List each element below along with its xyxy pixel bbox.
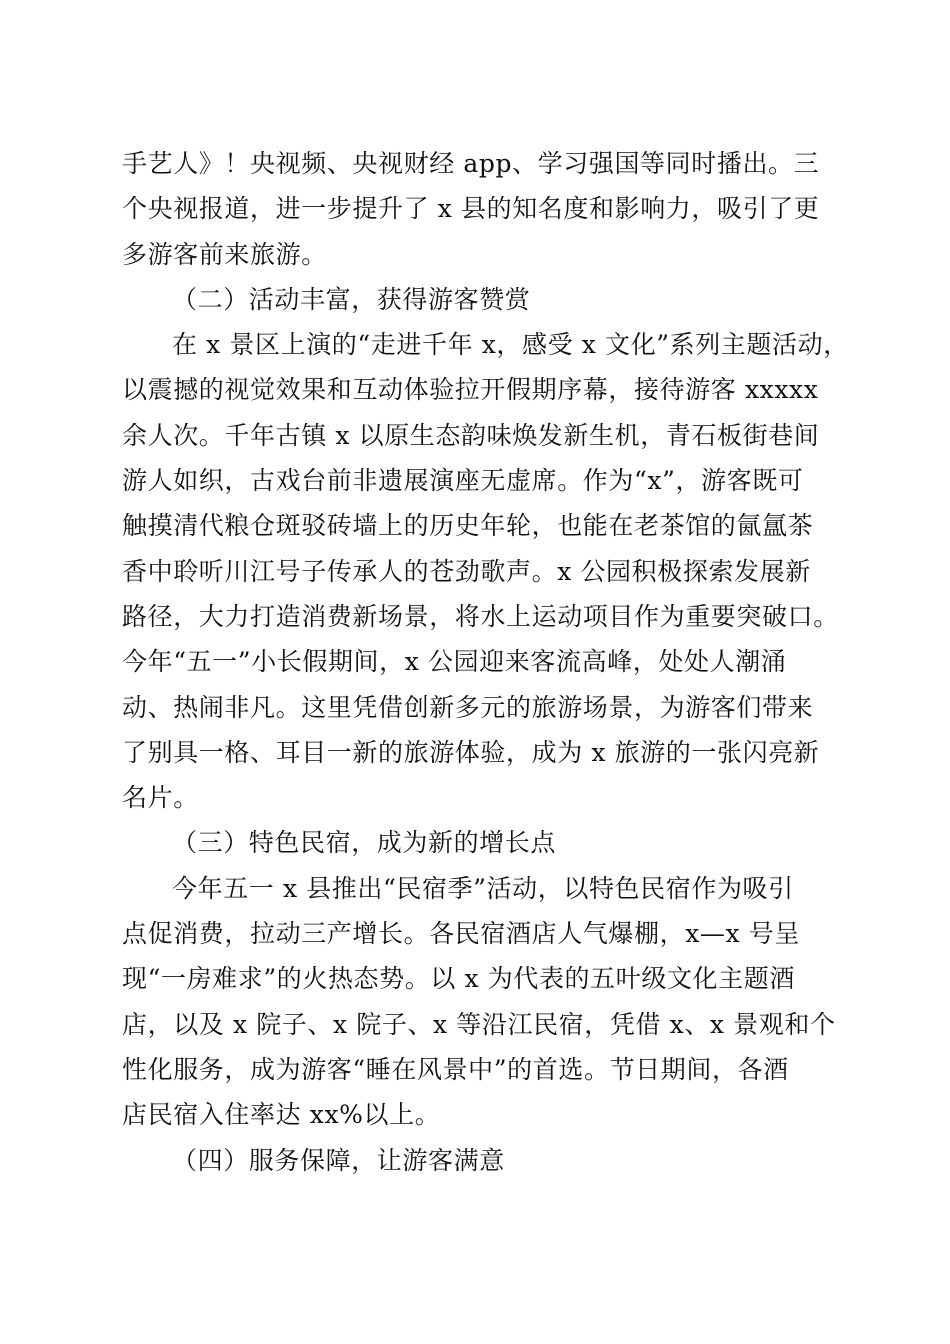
paragraph-continuation (122, 141, 834, 277)
heading-text: （四）服务保障，让游客满意 (172, 1145, 505, 1175)
text-line: 香中聆听川江号子传承人的苍劲歌声。x 公园积极探索发展新 (122, 556, 811, 586)
text-line: 名片。 (122, 783, 199, 813)
heading-text: （二）活动丰富，获得游客赞赏 (172, 284, 531, 314)
text-line: 多游客前来旅游。 (122, 239, 327, 269)
text-line: 游人如织，古戏台前非遗展演座无虚席。作为“x”，游客既可 (122, 466, 804, 496)
text-line: 触摸清代粮仓斑驳砖墙上的历史年轮，也能在老茶馆的氤氲茶 (122, 511, 814, 541)
text-line: 店，以及 x 院子、x 院子、x 等沿江民宿，凭借 x、x 景观和个 (122, 1009, 836, 1039)
text-line: 在 x 景区上演的“走进千年 x，感受 x 文化”系列主题活动， (172, 330, 849, 360)
section-heading-2 (122, 277, 834, 322)
text-line: 性化服务，成为游客“睡在风景中”的首选。节日期间，各酒 (122, 1054, 789, 1084)
paragraph-homestays (122, 866, 834, 1138)
text-line: 动、热闹非凡。这里凭借创新多元的旅游场景，为游客们带来 (122, 692, 814, 722)
text-line: 了别具一格、耳目一新的旅游体验，成为 x 旅游的一张闪亮新 (122, 737, 820, 767)
text-line: 今年五一 x 县推出“民宿季”活动，以特色民宿作为吸引 (172, 873, 794, 903)
heading-text: （三）特色民宿，成为新的增长点 (172, 828, 557, 858)
text-line: 现“一房难求”的火热态势。以 x 为代表的五叶级文化主题酒 (122, 964, 795, 994)
text-line: 路径，大力打造消费新场景，将水上运动项目作为重要突破口。 (122, 601, 839, 631)
text-line: 个央视报道，进一步提升了 x 县的知名度和影响力，吸引了更 (122, 194, 820, 224)
section-heading-4 (122, 1138, 834, 1183)
text-line: 手艺人》！央视频、央视财经 app、学习强国等同时播出。三 (122, 149, 820, 178)
text-line: 以震撼的视觉效果和互动体验拉开假期序幕，接待游客 xxxxx (122, 375, 819, 405)
text-line: 今年“五一”小长假期间，x 公园迎来客流高峰，处处人潮涌 (122, 647, 787, 677)
text-line: 余人次。千年古镇 x 以原生态韵味焕发新生机，青石板街巷间 (122, 420, 820, 450)
text-line: 店民宿入住率达 xx%以上。 (122, 1100, 441, 1130)
document-body (122, 141, 849, 1183)
section-heading-3 (122, 820, 834, 865)
paragraph-activities (122, 322, 849, 820)
text-line: 点促消费，拉动三产增长。各民宿酒店人气爆棚，x—x 号呈 (122, 919, 800, 949)
